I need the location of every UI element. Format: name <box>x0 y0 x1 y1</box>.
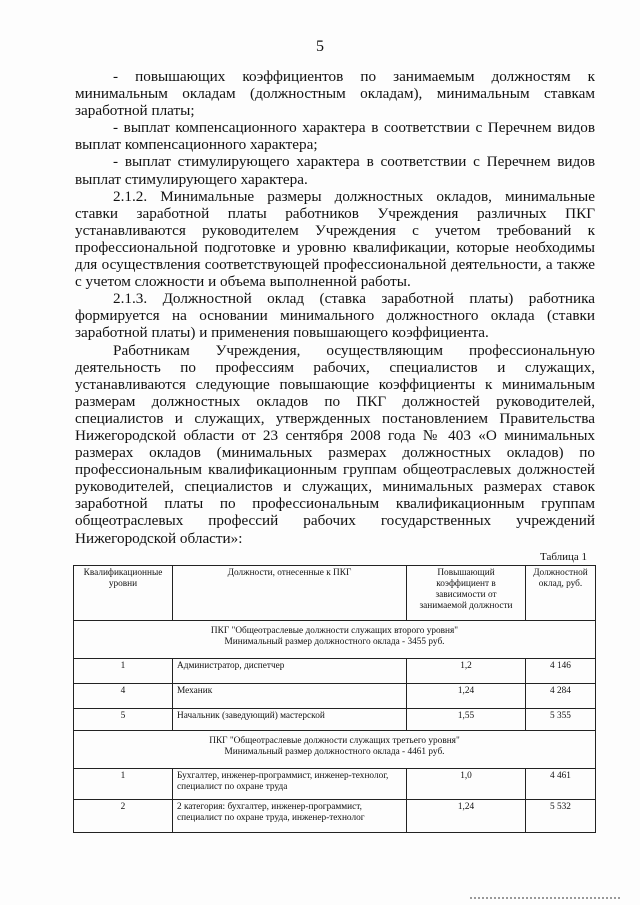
table-row <box>74 659 596 684</box>
group-header-row <box>74 731 596 769</box>
table-row <box>74 769 596 800</box>
paragraph-2-1-3: 2.1.3. Должностной оклад (ставка заработной платы) работника формируется на основании минимального должностного оклада (ставки заработной платы) и применения повышающего коэффициента. <box>75 290 595 342</box>
paragraph-bullet-stimulating: - выплат стимулирующего характера в соответствии с Перечнем видов выплат стимулирующего характера. <box>75 153 595 188</box>
group-title: ПКГ "Общеотраслевые должности служащих третьего уровня" <box>209 736 460 746</box>
cell-level: 1 <box>74 769 173 800</box>
group-header-row <box>74 621 596 659</box>
header-salary: Должностной оклад, руб. <box>526 566 596 621</box>
cell-position: 2 категория: бухгалтер, инженер-программист, специалист по охране труда, инженер-технолог <box>173 800 407 833</box>
page-number: 5 <box>316 38 324 55</box>
table-row <box>74 800 596 833</box>
cell-level: 5 <box>74 709 173 731</box>
group-subtitle: Минимальный размер должностного оклада - 4461 руб. <box>224 747 445 757</box>
group-header <box>74 621 596 659</box>
table-header-row <box>74 566 596 621</box>
group-title: ПКГ "Общеотраслевые должности служащих второго уровня" <box>210 626 459 636</box>
cell-coefficient: 1,2 <box>407 659 526 684</box>
cell-position: Начальник (заведующий) мастерской <box>173 709 407 731</box>
table-row <box>74 684 596 709</box>
cell-coefficient: 1,24 <box>407 800 526 833</box>
salary-table <box>73 565 596 833</box>
cell-salary: 4 146 <box>526 659 596 684</box>
paragraph-bullet-coefficients: - повышающих коэффициентов по занимаемым должностям к минимальным окладам (должностным окладам), минимальным ставкам заработной платы; <box>75 68 595 120</box>
cell-level: 1 <box>74 659 173 684</box>
table-row <box>74 709 596 731</box>
cell-coefficient: 1,55 <box>407 709 526 731</box>
scan-edge-marks <box>470 897 620 902</box>
cell-position: Механик <box>173 684 407 709</box>
cell-salary: 4 284 <box>526 684 596 709</box>
header-coefficient: Повышающий коэффициент в зависимости от занимаемой должности <box>407 566 526 621</box>
group-header <box>74 731 596 769</box>
group-subtitle: Минимальный размер должностного оклада - 3455 руб. <box>224 637 445 647</box>
cell-salary: 5 355 <box>526 709 596 731</box>
paragraph-bullet-compensation: - выплат компенсационного характера в соответствии с Перечнем видов выплат компенсационного характера; <box>75 119 595 154</box>
cell-position: Бухгалтер, инженер-программист, инженер-технолог, специалист по охране труда <box>173 769 407 800</box>
cell-level: 2 <box>74 800 173 833</box>
header-levels: Квалификационные уровни <box>74 566 173 621</box>
paragraph-workers: Работникам Учреждения, осуществляющим профессиональную деятельность по профессиям рабочих, специалистов и служащих, устанавливаются следующие повышающие коэффициенты к минимальным размерам должностных окладов по ПКГ должностей руководителей, специалистов и служащих, утвержденных постановлением Правительства Нижегородской области от 23 сентября 2008 года № 403 «О минимальных размерах окладов (минимальных размерах должностных окладов) по профессиональным квалификационным группам общеотраслевых должностей руководителей, специалистов и служащих, минимальных размерах ставок заработной платы по профессиональным квалификационным группам общеотраслевых профессий рабочих государственных учреждений Нижегородской области»: <box>75 341 595 547</box>
cell-coefficient: 1,0 <box>407 769 526 800</box>
body-text <box>75 68 595 547</box>
cell-level: 4 <box>74 684 173 709</box>
cell-salary: 4 461 <box>526 769 596 800</box>
cell-salary: 5 532 <box>526 800 596 833</box>
header-positions: Должности, отнесенные к ПКГ <box>173 566 407 621</box>
paragraph-2-1-2: 2.1.2. Минимальные размеры должностных окладов, минимальные ставки заработной платы работников Учреждения различных ПКГ устанавливаются руководителем Учреждения с учетом требований к профессиональной подготовке и уровню квалификации, которые необходимы для осуществления соответствующей профессиональной деятельности, а также с учетом сложности и объема выполненной работы. <box>75 187 595 291</box>
table-caption: Таблица 1 <box>540 551 588 563</box>
cell-position: Администратор, диспетчер <box>173 659 407 684</box>
cell-coefficient: 1,24 <box>407 684 526 709</box>
